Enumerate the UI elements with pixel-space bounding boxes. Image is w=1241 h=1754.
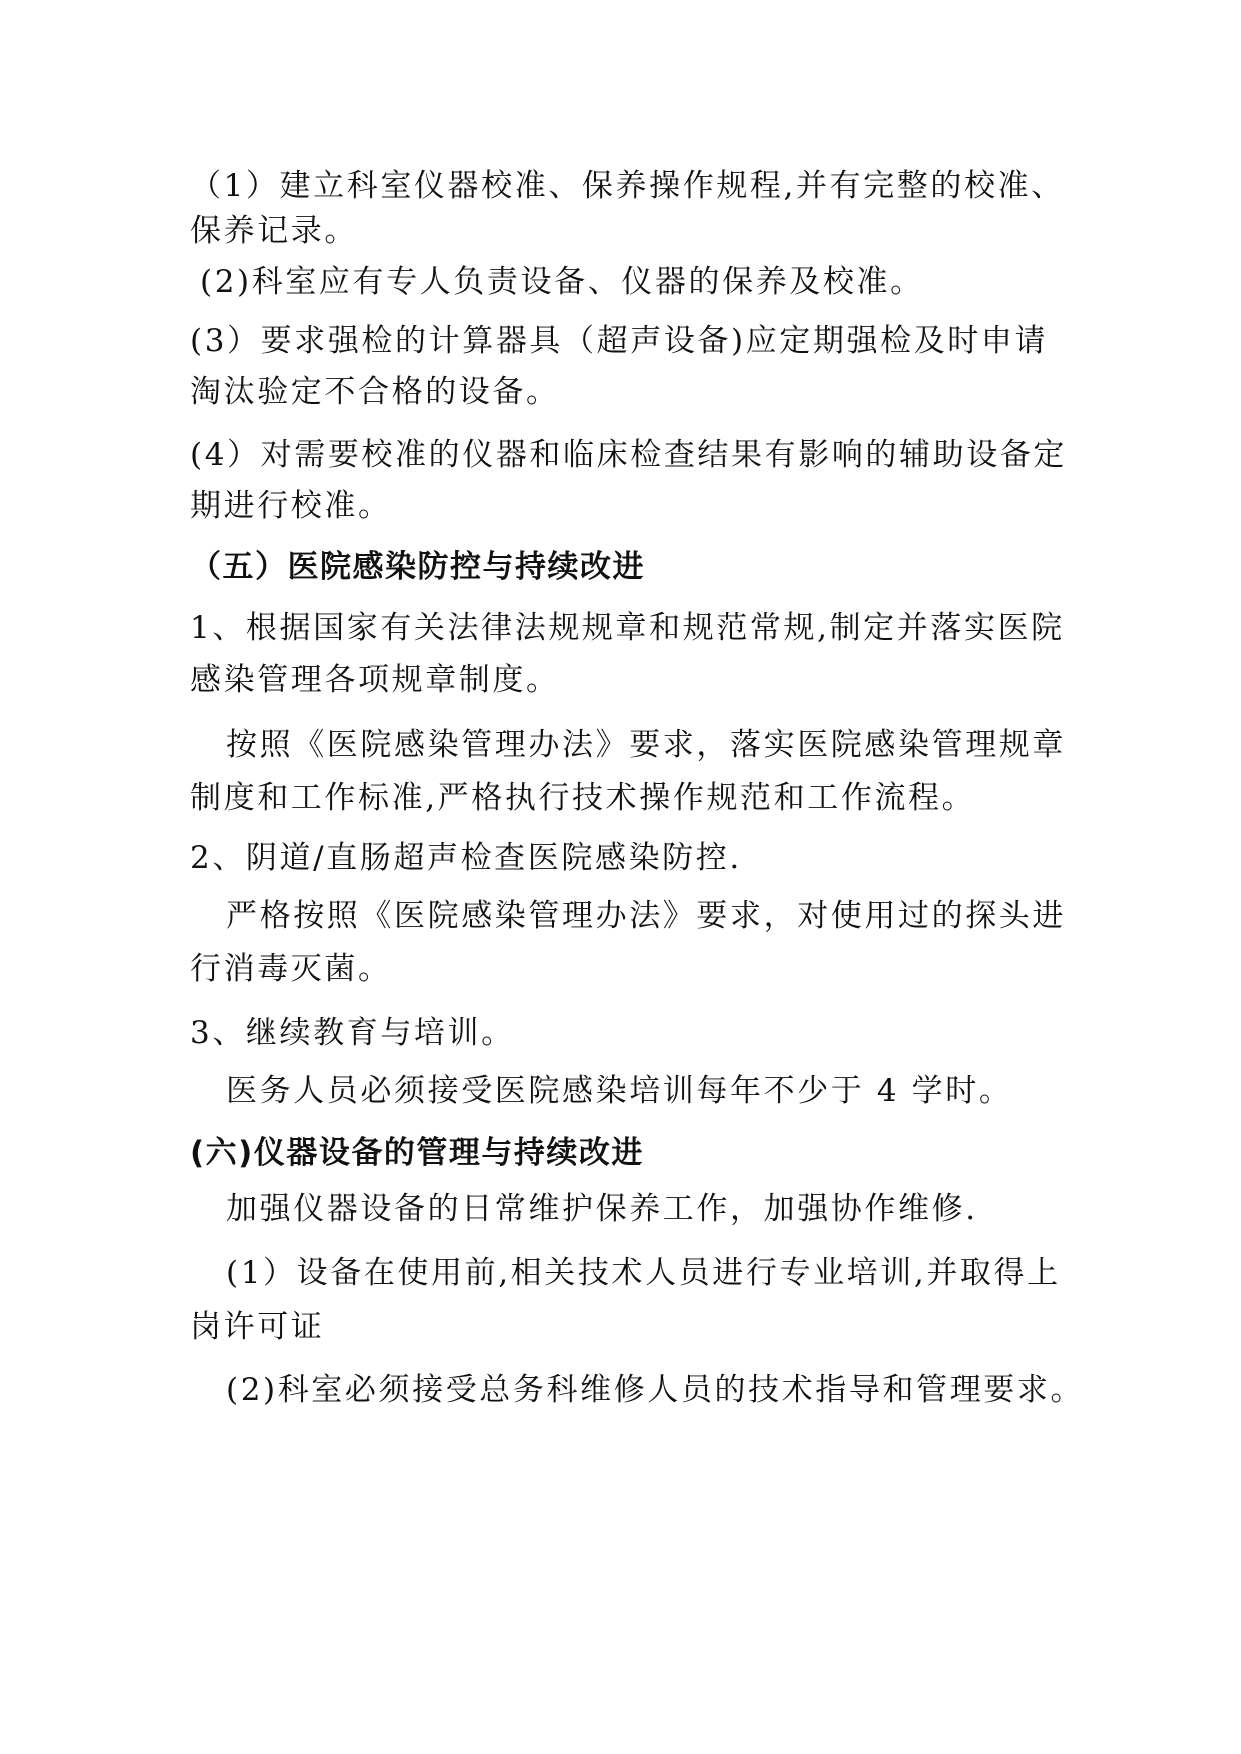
text-line: 3、继续教育与培训。 (190, 1015, 515, 1051)
text-line: (2)科室必须接受总务科维修人员的技术指导和管理要求。 (226, 1372, 1085, 1408)
text-line: 1、根据国家有关法律法规规章和规范常规,制定并落实医院 (190, 610, 1065, 646)
text-line: 淘汰验定不合格的设备。 (190, 374, 560, 410)
section-heading: (六)仪器设备的管理与持续改进 (190, 1135, 644, 1171)
text-line: 保养记录。 (190, 213, 358, 249)
text-line: 感染管理各项规章制度。 (190, 662, 560, 698)
text-line: (2)科室应有专人负责设备、仪器的保养及校准。 (200, 264, 924, 300)
text-line: 严格按照《医院感染管理办法》要求，对使用过的探头进 (226, 898, 1066, 934)
text-line: 期进行校准。 (190, 488, 392, 524)
text-line: (3）要求强检的计算器具（超声设备)应定期强检及时申请 (190, 323, 1049, 359)
text-line: 行消毒灭菌。 (190, 951, 392, 987)
section-heading: （五）医院感染防控与持续改进 (190, 549, 645, 585)
text-line: 制度和工作标准,严格执行技术操作规范和工作流程。 (190, 780, 976, 816)
text-line: 加强仪器设备的日常维护保养工作，加强协作维修. (226, 1191, 978, 1227)
text-line: (4）对需要校准的仪器和临床检查结果有影响的辅助设备定 (190, 437, 1068, 473)
text-line: （1）建立科室仪器校准、保养操作规程,并有完整的校准、 (190, 168, 1065, 204)
text-line: (1）设备在使用前,相关技术人员进行专业培训,并取得上 (226, 1255, 1061, 1291)
text-line: 岗许可证 (190, 1309, 325, 1345)
text-line: 2、阴道/直肠超声检查医院感染防控. (190, 840, 742, 876)
text-line: 按照《医院感染管理办法》要求，落实医院感染管理规章 (226, 727, 1066, 763)
text-line: 医务人员必须接受医院感染培训每年不少于 4 学时。 (226, 1073, 1013, 1109)
